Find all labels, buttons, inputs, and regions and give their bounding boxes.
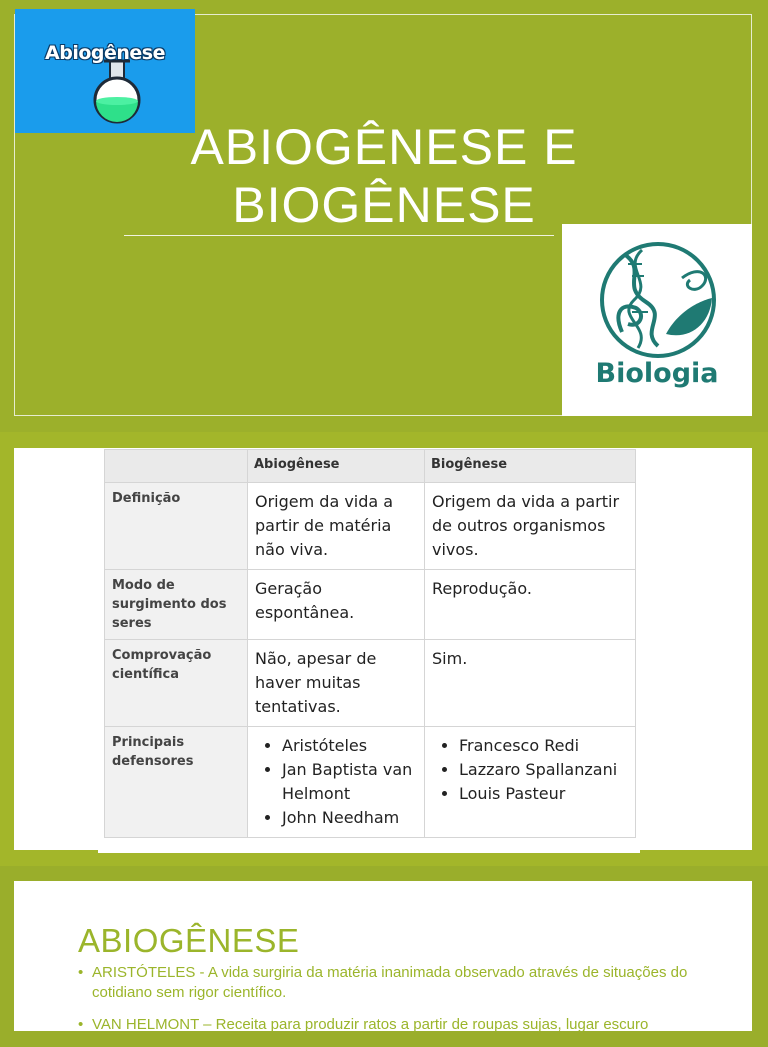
cell-abio-list [248,727,425,838]
title-line-1: ABIOGÊNESE E [190,119,578,175]
list-item: • Lazzaro Spallanzani [459,758,628,782]
cell-abio: Geração espontânea. [248,570,425,640]
row-label: Definição [105,483,248,570]
biologia-logo [562,224,752,416]
cell-bio: Origem da vida a partir de outros organismos vivos. [425,483,636,570]
table-row [105,483,636,570]
bullet-item [78,1015,698,1035]
flask-icon [15,9,195,133]
bullet-item [78,963,698,1003]
table-row [105,727,636,838]
cell-bio: Sim. [425,640,636,727]
bullet-list [78,963,698,1047]
bullet-icon: • [78,1016,84,1033]
bio-defenders-list [432,734,628,806]
biologia-text: Biologia [595,358,719,389]
cell-abio: Origem da vida a partir de matéria não viva. [248,483,425,570]
abiogenese-logo [15,9,195,133]
list-item: • Louis Pasteur [459,782,628,806]
table-row [105,570,636,640]
list-item: • Aristóteles [282,734,417,758]
bullet-text: ARISTÓTELES - A vida surgiria da matéria inanimada observado através de situações do cotidiano sem rigor científico. [92,964,688,1001]
header-empty [105,450,248,483]
title-line-2: BIOGÊNESE [232,177,536,233]
header-abiogenese: Abiogênese [248,450,425,483]
bullet-icon: • [78,964,84,981]
table-row [105,640,636,727]
section-title: ABIOGÊNESE [78,922,300,959]
row-label: Modo de surgimento dos seres [105,570,248,640]
cell-bio-list [425,727,636,838]
row-label: Comprovação científica [105,640,248,727]
cell-abio: Não, apesar de haver muitas tentativas. [248,640,425,727]
slide-title-text [150,118,618,234]
bullet-text: VAN HELMONT – Receita para produzir ratos a partir de roupas sujas, lugar escuro [92,1016,649,1033]
list-item: • John Needham [282,806,417,830]
header-biogenese: Biogênese [425,450,636,483]
comparison-table [104,449,636,838]
title-underline [124,235,554,236]
cell-bio: Reprodução. [425,570,636,640]
list-item: • Jan Baptista van Helmont [282,758,417,806]
row-label: Principais defensores [105,727,248,838]
list-item: • Francesco Redi [459,734,628,758]
logo-text: Abiogênese [45,42,165,64]
abio-defenders-list [255,734,417,830]
table-header-row [105,450,636,483]
